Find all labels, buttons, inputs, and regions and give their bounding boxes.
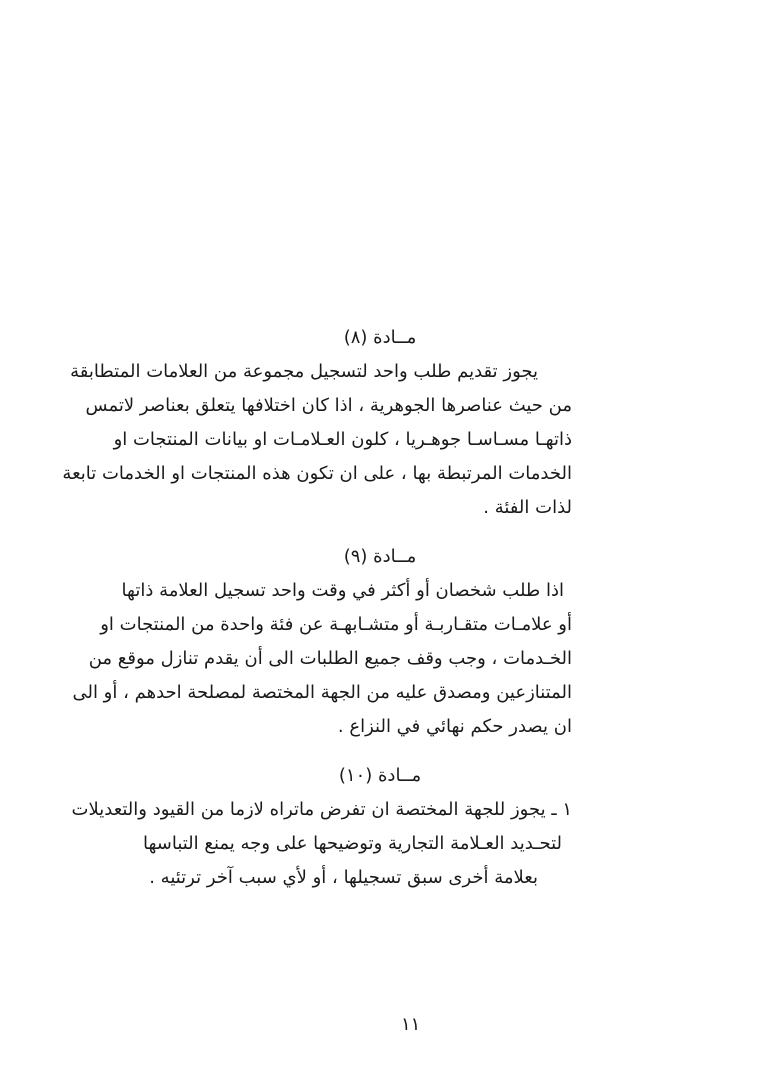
article-9-body: [72, 574, 572, 744]
article-10-line-2: لتحـديد العـلامة التجارية وتوضيحها على وجه يمنع التباسها: [142, 833, 562, 854]
article-8-line-3: ذاتهـا مسـاسـا جوهـريا ، كلون العـلامـات او بيانات المنتجات او: [113, 429, 572, 450]
article-10-heading: مــادة (١٠): [338, 765, 422, 786]
article-8-line-1: يجوز تقديم طلب واحد لتسجيل مجموعة من العلامات المتطابقة: [70, 361, 538, 382]
text-block: [62, 321, 572, 895]
article-10-line-1: ١ ـ يجوز للجهة المختصة ان تفرض ماتراه لازما من القيود والتعديلات: [71, 799, 572, 820]
article-9-line-5: ان يصدر حكم نهائي في النزاع .: [337, 716, 572, 737]
article-9-line-1: اذا طلب شخصان أو أكثر في وقت واحد تسجيل العلامة ذاتها: [121, 580, 564, 601]
article-8-body: [62, 355, 572, 525]
page-number: ١١: [401, 1014, 421, 1035]
article-9-heading: مــادة (٩): [343, 546, 417, 567]
article-8-line-2: من حيث عناصرها الجوهرية ، اذا كان اختلافها يتعلق بعناصر لاتمس: [85, 395, 572, 416]
article-10-line-3: بعلامة أخرى سبق تسجيلها ، أو لأي سبب آخر ترتئيه .: [149, 867, 538, 888]
article-9-line-3: الخـدمات ، وجب وقف جميع الطلبات الى أن يقدم تنازل موقع من: [88, 648, 572, 669]
article-9-line-2: أو علامـات متقـاربـة أو متشـابهـة عن فئة واحدة من المنتجات او: [100, 614, 572, 635]
article-8-heading: مــادة (٨): [343, 327, 417, 348]
article-8-line-4: الخدمات المرتبطة بها ، على ان تكون هذه المنتجات او الخدمات تابعة: [62, 463, 572, 484]
article-10-body: [71, 793, 572, 895]
article-9-line-4: المتنازعين ومصدق عليه من الجهة المختصة لمصلحة احدهم ، أو الى: [72, 682, 572, 703]
article-8-line-5: لذات الفئة .: [483, 497, 572, 518]
